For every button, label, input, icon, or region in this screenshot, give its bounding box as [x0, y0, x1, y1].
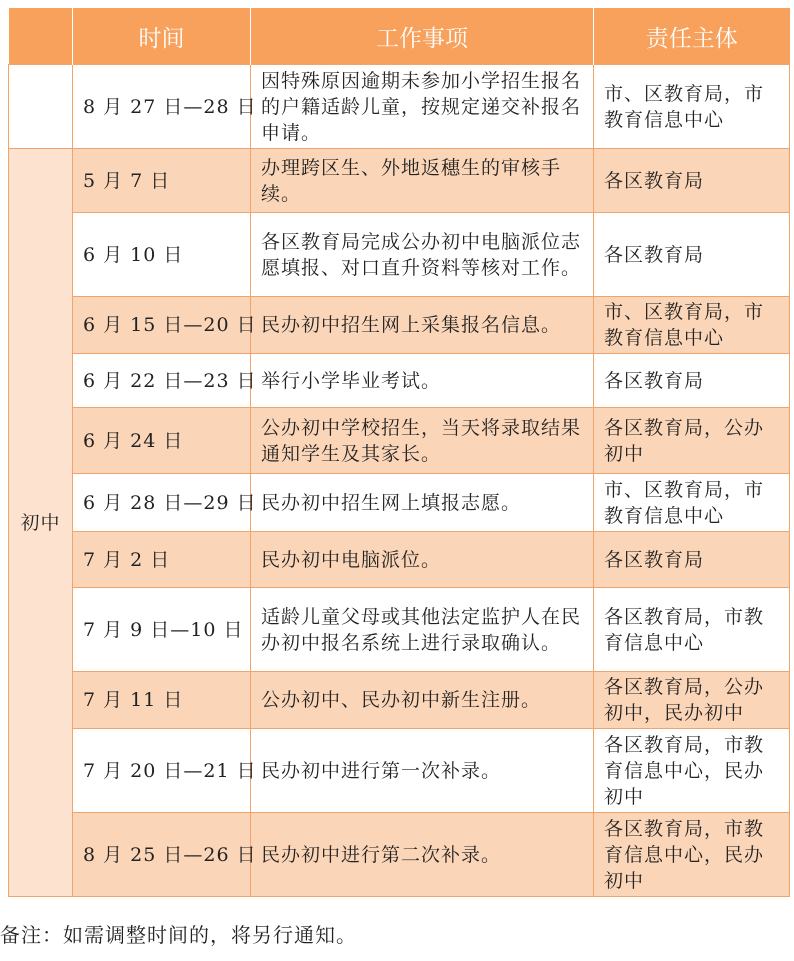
header-time: 时间 [73, 8, 251, 65]
table-row [9, 408, 790, 474]
owner-cell: 各区教育局，市教育信息中心 [594, 588, 790, 672]
owner-cell: 各区教育局，公办初中，民办初中 [594, 672, 790, 729]
table-row [9, 474, 790, 532]
table-header-row [9, 8, 790, 65]
date-cell: 7 月 2 日 [73, 532, 251, 588]
date-cell: 7 月 11 日 [73, 672, 251, 729]
owner-cell: 各区教育局 [594, 213, 790, 297]
table-row [9, 149, 790, 213]
task-cell: 民办初中进行第二次补录。 [251, 813, 594, 897]
task-cell: 因特殊原因逾期未参加小学招生报名的户籍适龄儿童，按规定递交补报名申请。 [251, 65, 594, 149]
owner-cell: 各区教育局 [594, 532, 790, 588]
date-cell: 8 月 27 日—28 日 [73, 65, 251, 149]
table-row [9, 532, 790, 588]
date-cell: 7 月 20 日—21 日 [73, 729, 251, 813]
task-cell: 举行小学毕业考试。 [251, 354, 594, 408]
owner-cell: 市、区教育局，市教育信息中心 [594, 65, 790, 149]
task-cell: 民办初中电脑派位。 [251, 532, 594, 588]
table-row [9, 588, 790, 672]
owner-cell: 各区教育局，公办初中 [594, 408, 790, 474]
task-cell: 民办初中进行第一次补录。 [251, 729, 594, 813]
date-cell: 6 月 15 日—20 日 [73, 297, 251, 354]
date-cell: 5 月 7 日 [73, 149, 251, 213]
schedule-table [8, 8, 790, 897]
header-stage [9, 8, 73, 65]
task-cell: 办理跨区生、外地返穗生的审核手续。 [251, 149, 594, 213]
owner-cell: 各区教育局 [594, 354, 790, 408]
task-cell: 民办初中招生网上采集报名信息。 [251, 297, 594, 354]
owner-cell: 各区教育局，市教育信息中心，民办初中 [594, 729, 790, 813]
stage-cell [9, 65, 73, 149]
table-row [9, 65, 790, 149]
task-cell: 适龄儿童父母或其他法定监护人在民办初中报名系统上进行录取确认。 [251, 588, 594, 672]
header-task: 工作事项 [251, 8, 594, 65]
task-cell: 民办初中招生网上填报志愿。 [251, 474, 594, 532]
date-cell: 6 月 10 日 [73, 213, 251, 297]
footnote: 备注：如需调整时间的，将另行通知。 [0, 923, 357, 947]
table-row [9, 354, 790, 408]
date-cell: 6 月 28 日—29 日 [73, 474, 251, 532]
header-owner: 责任主体 [594, 8, 790, 65]
date-cell: 6 月 24 日 [73, 408, 251, 474]
table-row [9, 213, 790, 297]
table-row [9, 297, 790, 354]
stage-cell-junior-high: 初中 [9, 149, 73, 897]
owner-cell: 市、区教育局，市教育信息中心 [594, 474, 790, 532]
table-row [9, 813, 790, 897]
table-row [9, 729, 790, 813]
date-cell: 7 月 9 日—10 日 [73, 588, 251, 672]
owner-cell: 各区教育局 [594, 149, 790, 213]
date-cell: 6 月 22 日—23 日 [73, 354, 251, 408]
owner-cell: 各区教育局，市教育信息中心，民办初中 [594, 813, 790, 897]
date-cell: 8 月 25 日—26 日 [73, 813, 251, 897]
task-cell: 公办初中、民办初中新生注册。 [251, 672, 594, 729]
table-row [9, 672, 790, 729]
task-cell: 公办初中学校招生，当天将录取结果通知学生及其家长。 [251, 408, 594, 474]
owner-cell: 市、区教育局，市教育信息中心 [594, 297, 790, 354]
task-cell: 各区教育局完成公办初中电脑派位志愿填报、对口直升资料等核对工作。 [251, 213, 594, 297]
